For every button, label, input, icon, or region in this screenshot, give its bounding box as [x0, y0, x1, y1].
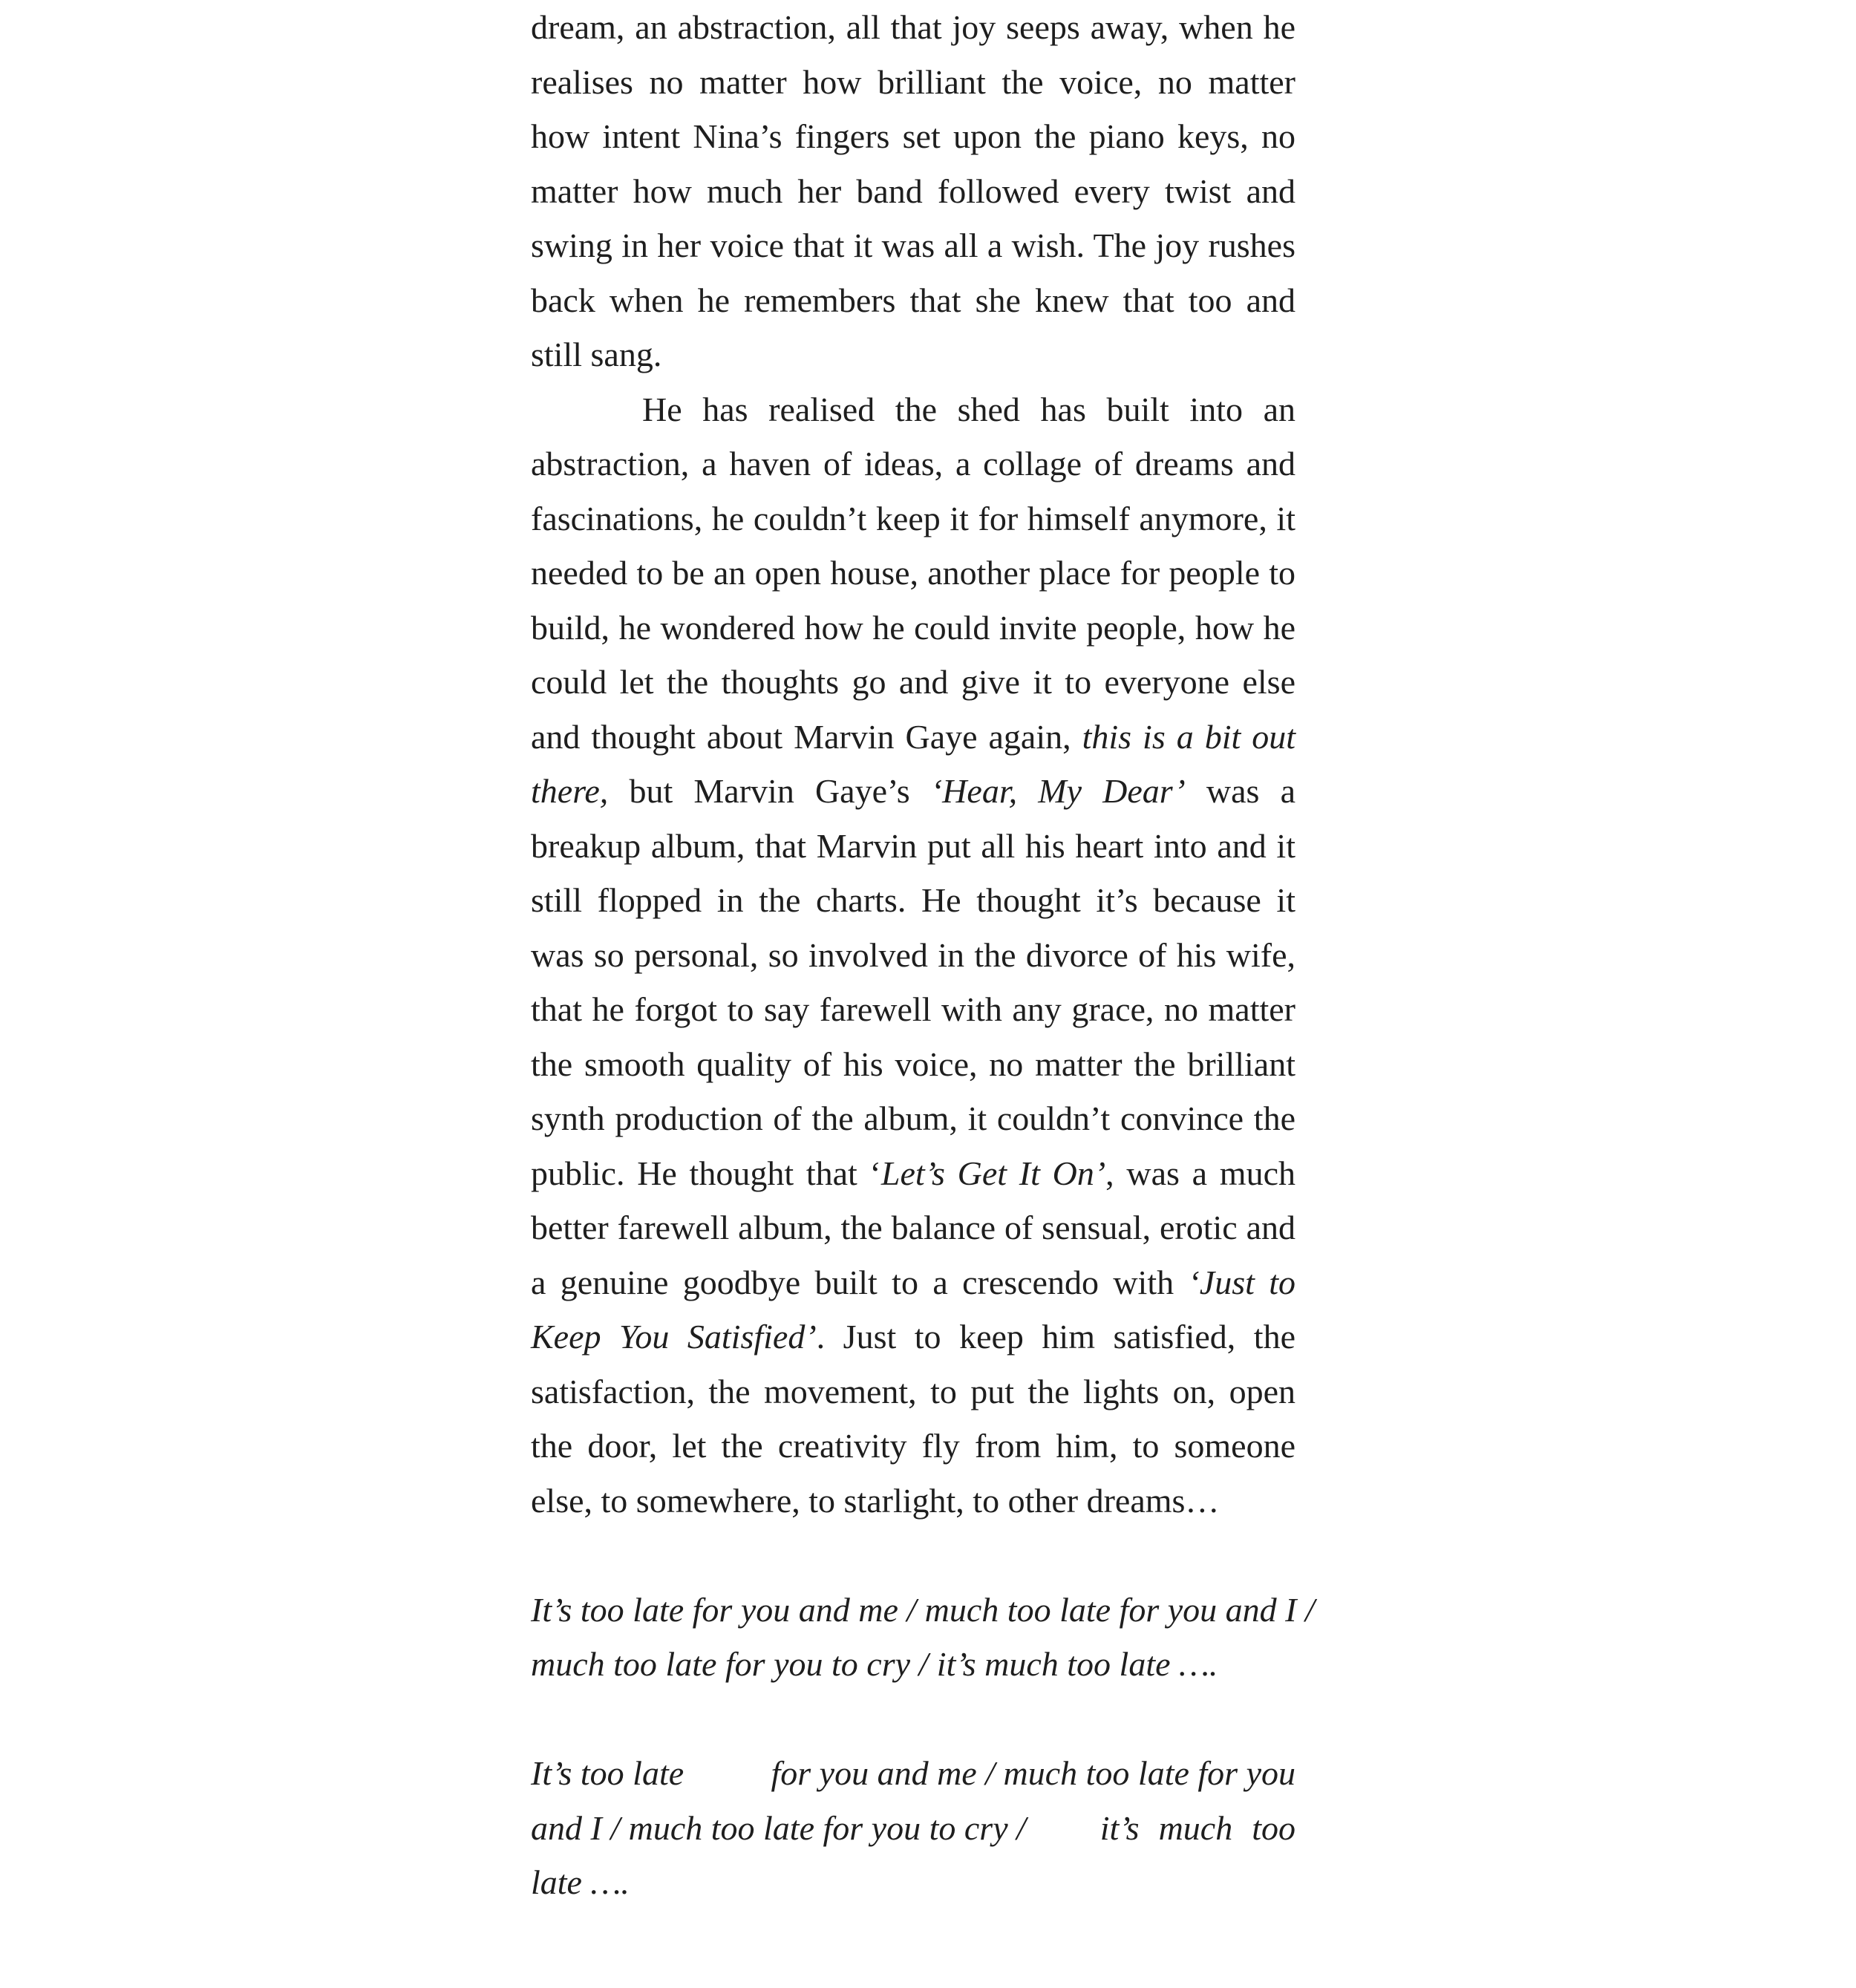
paragraph-text: He has realised the shed has built into an abstraction, a haven of ideas, a collage of dreams and fascinations, he couldn’t keep it for himself anymore, it needed to be an open house, another place for people to build, he wondered how he could invite people, how he could let the thoughts go and give it to everyone else and thought about Marvin Gaye again, — [531, 390, 1295, 756]
lyric-gap — [1026, 1801, 1100, 1856]
lyric-line — [531, 1855, 1295, 1910]
paragraph-text: but Marvin Gaye’s — [608, 772, 931, 810]
lyric-fragment: for you and me / much too late for you — [771, 1754, 1295, 1792]
italic-aside: this is a bit out there, — [531, 717, 1296, 810]
album-title-hear-my-dear: ‘Hear, My Dear’ — [930, 772, 1186, 810]
paragraph-text: . Just to keep him satisfied, the satisfaction, the movement, to put the lights on, open the door, let the creativity fly from him, to someone else, to somewhere, to starlight, to other dreams… — [531, 1318, 1295, 1520]
lyric-stanza-1 — [531, 1583, 1315, 1692]
lyric-fragment: it’s — [1099, 1808, 1140, 1847]
stanza-spacer — [531, 1692, 1295, 1747]
text-column — [531, 0, 1315, 1910]
lyric-fragment: late …. — [531, 1863, 630, 1901]
paragraph-marvin-gaye — [531, 382, 1295, 1528]
lyric-line — [531, 1801, 1295, 1856]
paragraph-text: was a breakup album, that Marvin put all his heart into and it still flopped in the charts. He thought it’s because it was so personal, so involved in the divorce of his wife, that he forgot to say farewell with any grace, no matter the smooth quality of his voice, no matter the brilliant synth production of the album, it couldn’t convince the public. He thought that ‘ — [531, 772, 1295, 1192]
song-title-just-to-keep-you-satisfied: ‘Just to Keep You Satisfied’ — [531, 1263, 1295, 1356]
album-title-lets-get-it-on: Let’s Get It On’ — [880, 1154, 1106, 1192]
stanza-spacer — [531, 1528, 1295, 1583]
lyric-line — [531, 1746, 1295, 1801]
lyric-fragment: and I / much too late for you to cry / — [531, 1808, 1026, 1847]
paragraph-text: , was a much better farewell album, the balance of sensual, erotic and a genuine goodbye built to a crescendo with — [531, 1154, 1295, 1301]
lyric-fragment: much — [1158, 1808, 1233, 1847]
lyric-line: much too late for you to cry / it’s much too late …. — [531, 1645, 1218, 1683]
lyric-line: It’s too late for you and me / much too late for you and I / — [531, 1590, 1315, 1629]
lyric-fragment: too — [1252, 1808, 1295, 1847]
paragraph-nina-simone: dream, an abstraction, all that joy seeps away, when he realises no matter how brilliant the voice, no matter how intent Nina’s fingers set upon the piano keys, no matter how much her band followed every twist and swing in her voice that it was all a wish. The joy rushes back when he remembers that she knew that too and still sang. — [531, 8, 1295, 373]
lyric-stanza-2 — [531, 1746, 1295, 1910]
lyric-fragment: It’s too late — [531, 1754, 684, 1792]
